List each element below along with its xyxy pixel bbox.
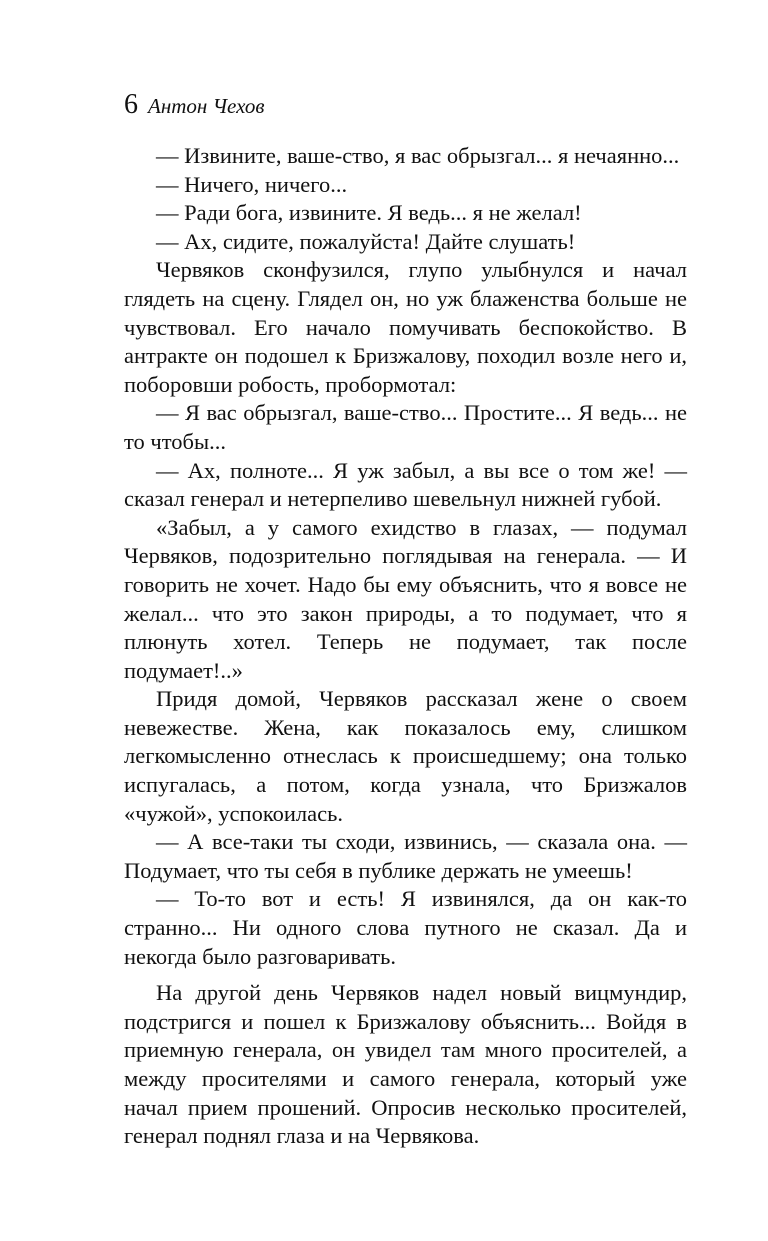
- paragraph: — А все-таки ты сходи, извинись, — сказала она. — Подумает, что ты себя в публике держать не умеешь!: [124, 829, 687, 883]
- paragraph: — Ничего, ничего...: [156, 171, 348, 197]
- paragraph: На другой день Червяков надел новый вицмундир, подстригся и пошел к Бризжалову объяснить... Войдя в приемную генерала, он увидел там много просителей, а между просителями и самого генерала, который уже начал прием прошений. Опросив несколько просителей, генерал поднял глаза и на Червякова.: [124, 980, 687, 1149]
- paragraph: Червяков сконфузился, глупо улыбнулся и начал глядеть на сцену. Глядел он, но уж блаженства больше не чувствовал. Его начало помучивать беспокойство. В антракте он подошел к Бризжалову, походил возле него и, поборовши робость, пробормотал:: [124, 257, 687, 397]
- paragraph: Придя домой, Червяков рассказал жене о своем невежестве. Жена, как показалось ему, слишком легкомысленно отнеслась к происшедшему; она только испугалась, а потом, когда узнала, что Бризжалов «чужой», успокоилась.: [124, 686, 687, 826]
- paragraph: — Извините, ваше-ство, я вас обрызгал... я нечаянно...: [156, 143, 680, 168]
- paragraph: — Ах, полноте... Я уж забыл, а вы все о том же! — сказал генерал и нетерпеливо шевельнул нижней губой.: [124, 457, 687, 512]
- paragraph: — То-то вот и есть! Я извинялся, да он как-то странно... Ни одного слова путного не сказал. Да и некогда было разговаривать.: [124, 886, 687, 969]
- book-page: [124, 88, 687, 1151]
- running-head: [124, 88, 687, 122]
- body-text: [124, 142, 687, 1151]
- running-title: Антон Чехов: [148, 94, 265, 118]
- paragraph: — Ах, сидите, пожалуйста! Дайте слушать!: [156, 228, 576, 254]
- paragraph: «Забыл, а у самого ехидство в глазах, — подумал Червяков, подозрительно поглядывая на генерала. — И говорить не хочет. Надо бы ему объяснить, что я вовсе не желал... что это закон природы, а то подумает, что я плюнуть хотел. Теперь не подумает, так после подумает!..»: [124, 514, 687, 683]
- paragraph: — Я вас обрызгал, ваше-ство... Простите... Я ведь... не то чтобы...: [124, 400, 687, 454]
- page-number: 6: [124, 89, 138, 120]
- paragraph: — Ради бога, извините. Я ведь... я не желал!: [156, 200, 582, 226]
